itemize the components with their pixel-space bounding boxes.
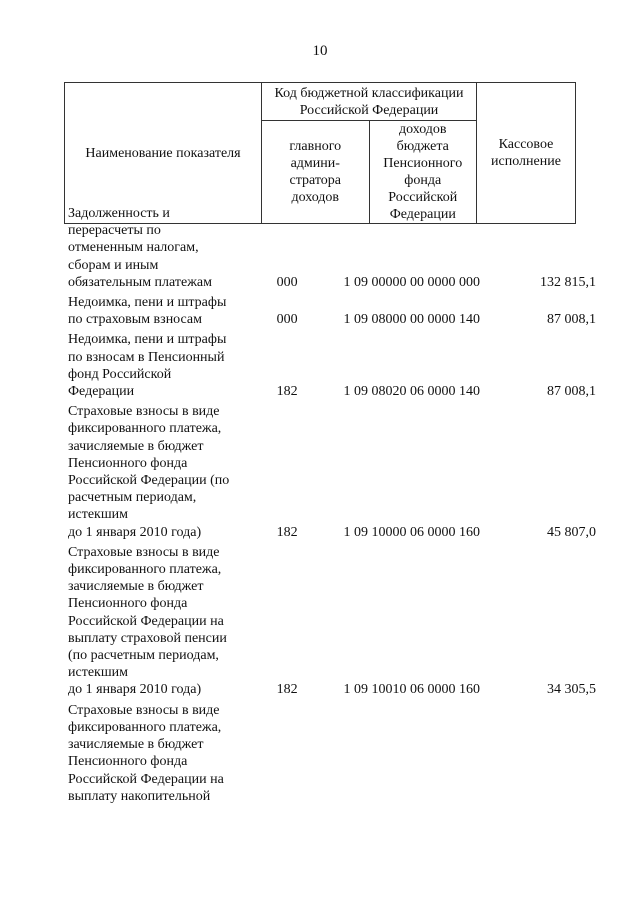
row-name-line: фиксированного платежа, [68,719,222,735]
row-name-line: фиксированного платежа, [68,562,222,578]
row-budget-code: 1 09 10000 06 0000 160 [343,524,480,540]
row-name-line: Пенсионного фонда [68,754,188,770]
row-admin-code: 182 [276,384,298,400]
row-name-line: зачисляемые в бюджет [68,438,204,454]
row-name-line: Страховые взносы в виде [68,404,220,420]
row-indicator-name [64,331,247,400]
row-name-line: Российской Федерации (по [68,473,230,489]
table-row [64,331,596,400]
row-name-line: Недоимка, пени и штрафы [68,295,227,311]
row-name-line: выплату накопительной [68,788,211,804]
row-amount: 34 305,5 [547,682,597,698]
table-row [64,294,596,328]
row-admin-code: 182 [276,682,298,698]
row-amount: 87 008,1 [547,312,597,328]
table-header [64,82,576,224]
row-budget-code: 1 09 10010 06 0000 160 [343,682,480,698]
header-main-admin-line: главного [289,139,342,154]
header-main-admin-line: админи- [290,156,340,171]
row-name-line: отмененным налогам, [68,240,199,256]
page-number: 10 [312,43,328,59]
row-name-line: истекшим [68,507,128,523]
header-main-admin-line: доходов [291,190,340,205]
row-name-line: Пенсионного фонда [68,596,188,612]
header-revenue-code-line: Федерации [389,207,456,222]
row-name-line: до 1 января 2010 года) [68,524,202,540]
row-indicator-name [64,294,247,328]
header-main-admin-line: стратора [289,173,341,188]
row-name-line: сборам и иным [68,257,159,273]
row-budget-code: 1 09 08000 00 0000 140 [343,312,480,328]
row-name-line: Российской Федерации на [68,613,224,629]
table-row [64,403,596,541]
header-revenue-code-line: доходов бюджета [396,122,449,154]
header-indicator-name: Наименование показателя [65,83,262,224]
row-name-line: до 1 января 2010 года) [68,682,202,698]
header-cash-execution-line: Кассовое [498,137,554,152]
row-amount: 45 807,0 [547,524,597,540]
row-name-line: Задолженность и [68,206,170,221]
row-admin-code: 000 [276,312,298,328]
header-revenue-code-line: Пенсионного фонда [383,156,463,188]
header-revenue-code-line: Российской [388,190,458,205]
row-name-line: Федерации [68,384,135,400]
row-indicator-name [64,702,247,805]
row-name-line: по взносам в Пенсионный [68,349,225,365]
row-name-line: Страховые взносы в виде [68,544,220,560]
row-name-line: обязательным платежам [68,274,212,290]
row-name-line: Недоимка, пени и штрафы [68,332,227,348]
row-name-line: истекшим [68,665,128,681]
table-row [64,702,596,805]
row-name-line: Российской Федерации на [68,771,224,787]
row-amount: 87 008,1 [547,384,597,400]
row-name-line: Пенсионного фонда [68,455,188,471]
row-admin-code: 182 [276,524,298,540]
row-name-line: выплату страховой пенсии [68,630,227,646]
header-cash-execution-line: исполнение [491,154,561,169]
row-name-line: фиксированного платежа, [68,421,222,437]
table-body [64,205,596,808]
header-cash-execution [477,83,576,224]
row-name-line: Страховые взносы в виде [68,702,220,718]
row-indicator-name [64,205,247,291]
row-name-line: фонд Российской [68,366,172,382]
row-name-line: перерасчеты по [68,223,161,239]
row-budget-code: 1 09 00000 00 0000 000 [343,274,480,290]
row-budget-code: 1 09 08020 06 0000 140 [343,384,480,400]
row-name-line: зачисляемые в бюджет [68,579,204,595]
row-indicator-name [64,403,247,541]
row-amount: 132 815,1 [540,274,597,290]
row-name-line: (по расчетным периодам, [68,648,219,664]
table-row [64,205,596,291]
row-admin-code: 000 [276,274,298,290]
row-name-line: зачисляемые в бюджет [68,737,204,753]
row-indicator-name [64,544,247,699]
row-name-line: по страховым взносам [68,312,202,328]
row-name-line: расчетным периодам, [68,490,197,506]
header-budget-code-group: Код бюджетной классификации Российской Федерации [262,83,477,121]
table-row [64,544,596,699]
